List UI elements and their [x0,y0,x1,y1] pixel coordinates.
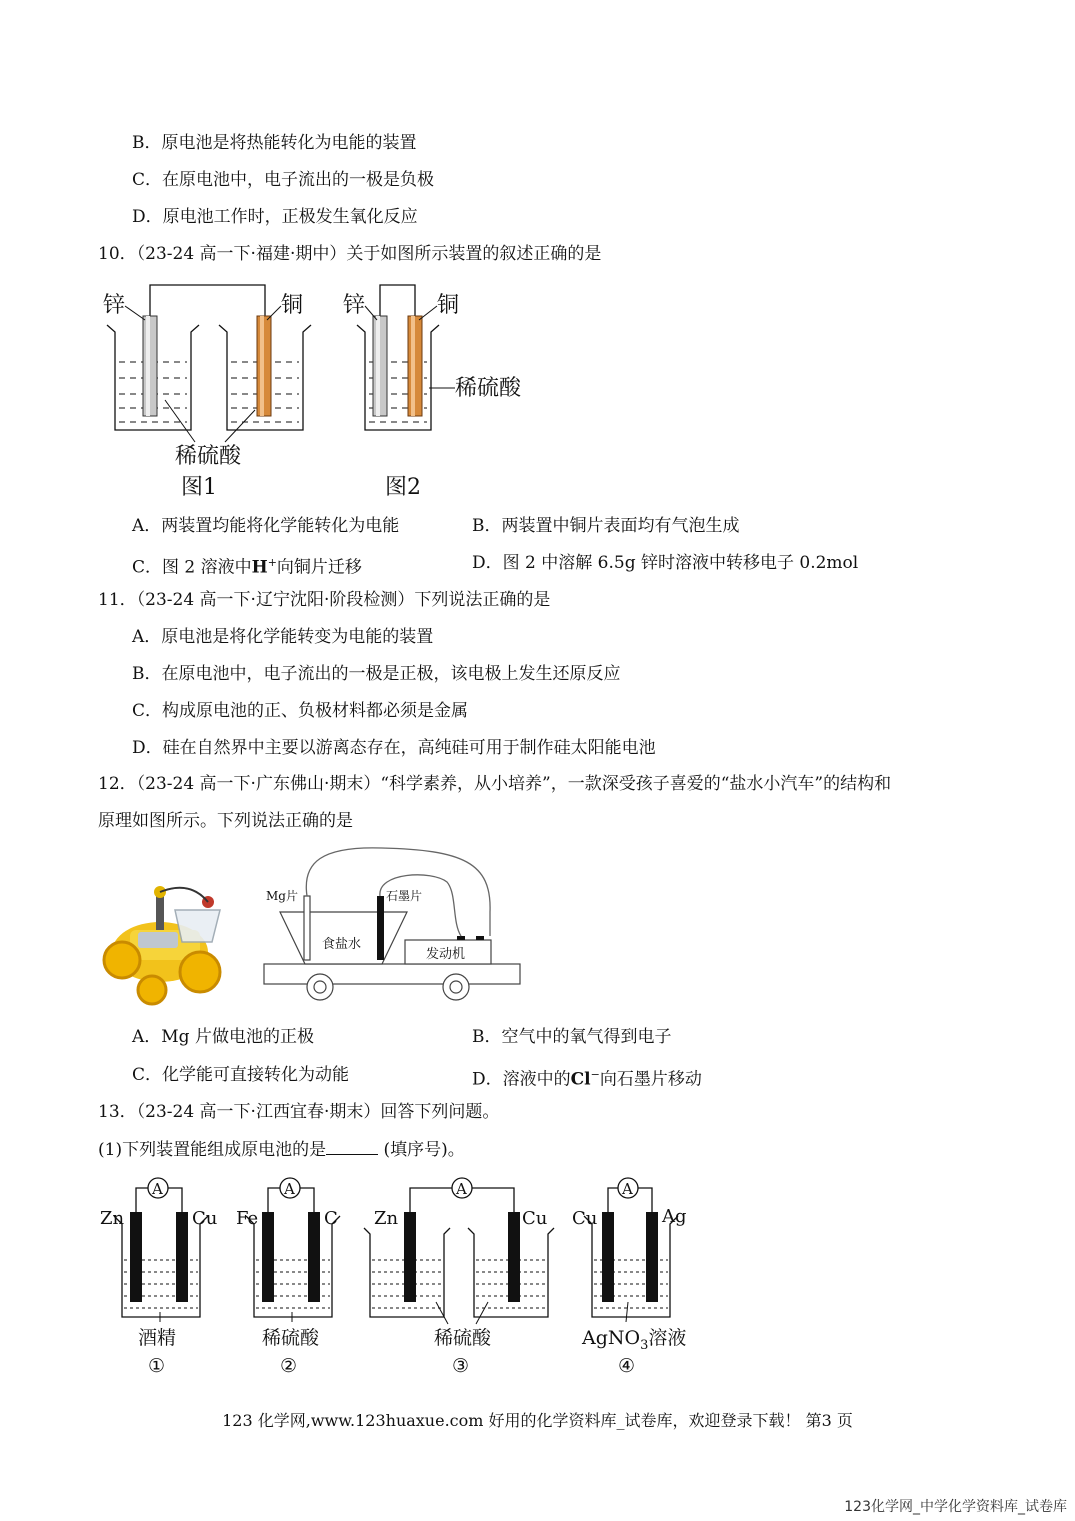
q13-sub1-pre: (1)下列装置能组成原电池的是 [98,1140,327,1160]
cell-3-left-label: Zn [374,1208,399,1229]
h-ion: H [251,557,268,578]
ammeter-2: A [284,1180,295,1198]
cell-3-solution: 稀硫酸 [434,1327,492,1349]
ammeter-4: A [622,1180,633,1198]
q10-stem-text: ．（23-24 高一下·福建·期中）关于如图所示装置的叙述正确的是 [119,244,602,264]
h-ion-charge: + [267,556,277,569]
cell-2 [236,1178,340,1377]
q10-option-c-pre: C．图 2 溶液中 [132,557,252,578]
q11-number: 11 [98,590,120,610]
engine-label: 发动机 [426,947,466,962]
salt-water-label: 食盐水 [322,937,362,952]
fig1-copper-label: 铜 [281,293,304,318]
fig1-caption: 图1 [181,475,217,500]
cl-ion-charge: − [590,1068,600,1081]
cl-ion: Cl [570,1069,591,1090]
q13-cells-figure [96,1172,696,1382]
q12-number: 12 [98,774,120,794]
cell-2-solution: 稀硫酸 [262,1327,320,1349]
q12-stem-line1 [98,773,891,795]
q10-number: 10 [98,244,120,264]
watermark: 123化学网_中学化学资料库_试卷库 [844,1499,1067,1515]
fig1-solution-label: 稀硫酸 [175,444,242,469]
cell-1 [100,1178,217,1377]
q11-option-b: B．在原电池中，电子流出的一极是正极，该电极上发生还原反应 [132,664,621,684]
q12-option-c: C．化学能可直接转化为动能 [132,1065,350,1085]
fig2-copper-label: 铜 [437,293,460,318]
ammeter-3: A [456,1180,467,1198]
q12-option-d-pre: D．溶液中的 [472,1069,571,1090]
q13-sub1 [98,1138,465,1161]
q12-toy-car-photo [100,880,230,1010]
cell-3-right-label: Cu [522,1208,548,1229]
cell-1-right-label: Cu [192,1208,218,1229]
cell-4-right-label: Ag [662,1206,687,1227]
q12-option-d-post: 向石墨片移动 [599,1069,702,1090]
page-footer: 123 化学网,www.123huaxue.com 好用的化学资料库_试卷库，欢迎登录下载！ 第3 页 [222,1411,853,1430]
mg-strip-label: Mg片 [266,889,298,903]
cell-2-left-label: Fe [236,1208,259,1229]
q10-fig1 [103,285,311,500]
q12-stem-line2: 原理如图所示。下列说法正确的是 [98,811,353,831]
cell-3-number: ③ [452,1355,470,1377]
q13-sub1-post: (填序号)。 [378,1140,465,1160]
q12-stem-text-1: ．（23-24 高一下·广东佛山·期末）“科学素养，从小培养”，一款深受孩子喜爱的“盐水小汽车”的结构和 [119,774,892,794]
fig2-caption: 图2 [385,475,421,500]
q10-option-c-post: 向铜片迁移 [276,557,362,578]
fig1-zinc-label: 锌 [103,293,126,318]
cell-4 [572,1178,687,1377]
q10-option-d: D．图 2 中溶解 6.5g 锌时溶液中转移电子 0.2mol [472,553,859,573]
q12-apparatus [262,842,524,1002]
cell-4-solution-sub: 3 [640,1338,649,1353]
graphite-label: 石墨片 [386,889,423,903]
cell-4-left-label: Cu [572,1208,598,1229]
q10-option-a: A．两装置均能将化学能转化为电能 [132,516,400,536]
q13-stem-text: ．（23-24 高一下·江西宜春·期末）回答下列问题。 [119,1102,500,1122]
q13-stem [98,1101,499,1123]
cell-4-solution-main: AgNO [582,1327,641,1349]
q9-option-b: B．原电池是将热能转化为电能的装置 [132,133,417,153]
cell-1-number: ① [148,1355,166,1377]
q12-option-a: A．Mg 片做电池的正极 [132,1027,314,1047]
cell-4-solution-tail: 溶液 [648,1327,687,1349]
q10-stem [98,243,601,265]
cell-1-left-label: Zn [100,1208,125,1229]
cell-3 [364,1178,554,1377]
q12-option-d [472,1064,702,1091]
cell-1-solution: 酒精 [138,1327,177,1349]
q11-stem [98,589,550,611]
q10-option-b: B．两装置中铜片表面均有气泡生成 [472,516,740,536]
cell-4-number: ④ [618,1355,636,1377]
q9-option-d: D．原电池工作时，正极发生氧化反应 [132,207,418,227]
q11-option-d: D．硅在自然界中主要以游离态存在，高纯硅可用于制作硅太阳能电池 [132,738,656,758]
q9-option-c: C．在原电池中，电子流出的一极是负极 [132,170,435,190]
cell-2-number: ② [280,1355,298,1377]
fig2-solution-label: 稀硫酸 [455,376,522,401]
q13-number: 13 [98,1102,120,1122]
q10-figure [95,280,535,505]
answer-blank[interactable] [326,1138,378,1155]
cell-4-solution [581,1327,686,1353]
q11-stem-text: ．（23-24 高一下·辽宁沈阳·阶段检测）下列说法正确的是 [119,590,551,610]
q12-option-b: B．空气中的氧气得到电子 [472,1027,672,1047]
q11-option-a: A．原电池是将化学能转变为电能的装置 [132,627,434,647]
q10-option-c [132,552,362,579]
ammeter-1: A [152,1180,163,1198]
q11-option-c: C．构成原电池的正、负极材料都必须是金属 [132,701,469,721]
fig2-zinc-label: 锌 [343,293,366,318]
q10-fig2 [343,285,522,500]
cell-2-right-label: C [324,1208,338,1229]
